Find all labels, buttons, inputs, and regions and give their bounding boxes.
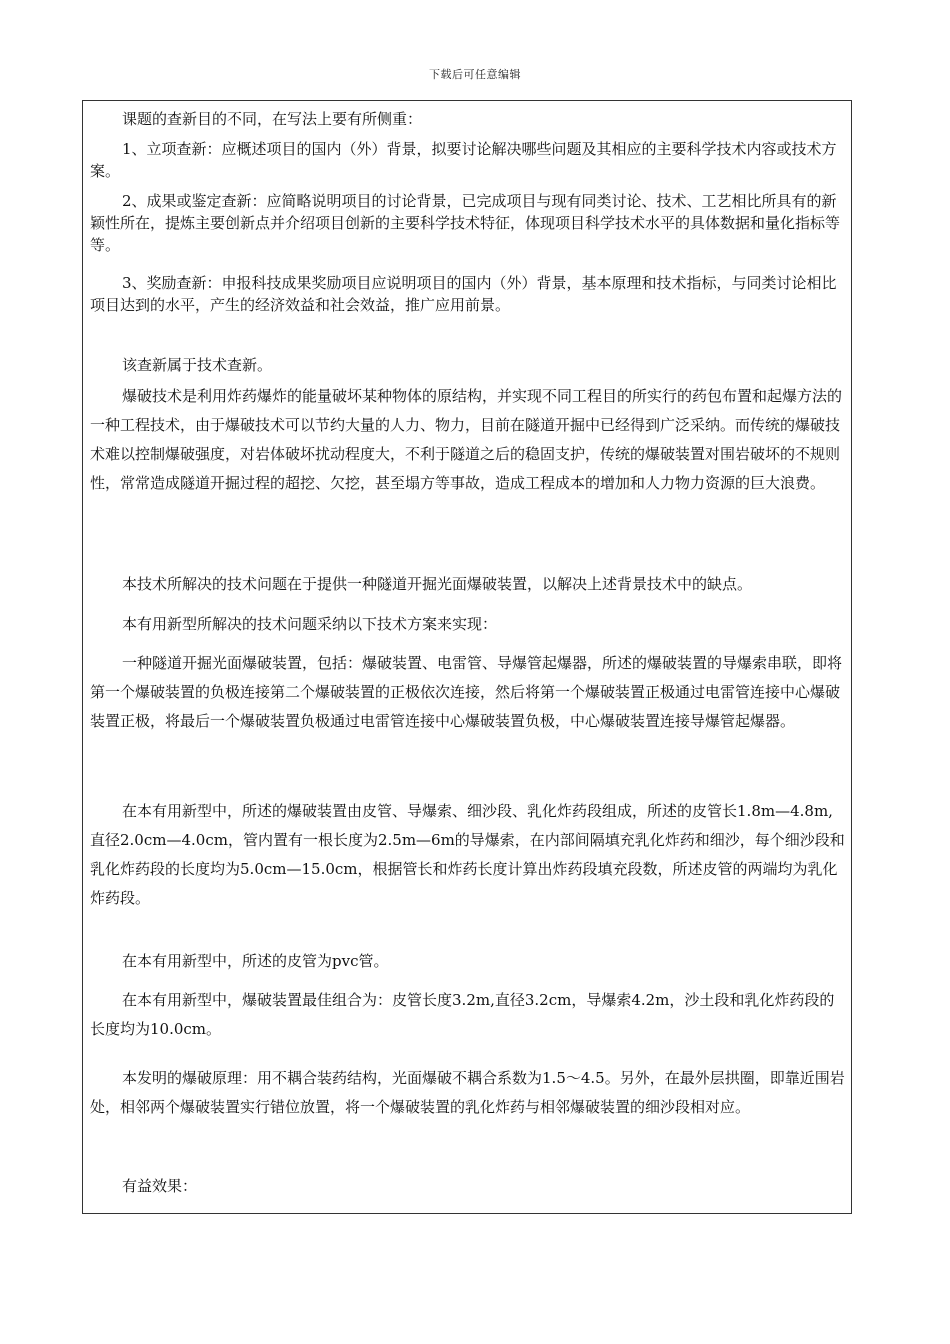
paragraph-best-combination: 在本有用新型中，爆破装置最佳组合为：皮管长度3.2m,直径3.2cm，导爆索4.2m，沙土段和乳化炸药段的长度均为10.0cm。 (90, 991, 835, 1038)
paragraph-award-search: 3、奖励查新：申报科技成果奖励项目应说明项目的国内（外）背景，基本原理和技术指标，与同类讨论相比项目达到的水平，产生的经济效益和社会效益，推广应用前景。 (90, 274, 837, 314)
paragraph-project-search: 1、立项查新：应概述项目的国内（外）背景，拟要讨论解决哪些问题及其相应的主要科学技术内容或技术方案。 (90, 140, 837, 180)
paragraph-achievement-search: 2、成果或鉴定查新：应简略说明项目的讨论背景，已完成项目与现有同类讨论、技术、工艺相比所具有的新颖性所在，提炼主要创新点并介绍项目创新的主要科学技术特征，体现项目科学技术水平的具体数据和量化指标等等。 (90, 192, 841, 254)
paragraph-intro: 课题的查新目的不同，在写法上要有所侧重： (122, 110, 423, 128)
paragraph-device: 一种隧道开掘光面爆破装置，包括：爆破装置、电雷管、导爆管起爆器，所述的爆破装置的导爆索串联，即将第一个爆破装置的负极连接第二个爆破装置的正极依次连接，然后将第一个爆破装置正极通过电雷管连接中心爆破装置正极，将最后一个爆破装置负极通过电雷管连接中心爆破装置负极，中心爆破装置连接导爆管起爆器。 (90, 654, 843, 730)
header-note: 下载后可任意编辑 (429, 68, 521, 81)
paragraph-problem: 本技术所解决的技术问题在于提供一种隧道开掘光面爆破装置，以解决上述背景技术中的缺点。 (122, 575, 753, 593)
paragraph-solution-intro: 本有用新型所解决的技术问题采纳以下技术方案来实现： (122, 615, 498, 633)
paragraph-structure: 在本有用新型中，所述的爆破装置由皮管、导爆索、细沙段、乳化炸药段组成，所述的皮管长1.8m—4.8m, 直径2.0cm—4.0cm，管内置有一根长度为2.5m—6m的导爆索，在内部间隔填充乳化炸药和细沙，每个细沙段和乳化炸药段的长度均为5.0cm—15.0cm，根据管长和炸药长度计算出炸药段填充段数，所述皮管的两端均为乳化炸药段。 (90, 802, 845, 907)
paragraph-benefits: 有益效果： (122, 1177, 198, 1195)
paragraph-background: 爆破技术是利用炸药爆炸的能量破坏某种物体的原结构，并实现不同工程目的所实行的药包布置和起爆方法的一种工程技术，由于爆破技术可以节约大量的人力、物力，目前在隧道开掘中已经得到广泛采纳。而传统的爆破技术难以控制爆破强度，对岩体破坏扰动程度大，不利于隧道之后的稳固支护，传统的爆破装置对围岩破坏的不规则性，常常造成隧道开掘过程的超挖、欠挖，甚至塌方等事故，造成工程成本的增加和人力物力资源的巨大浪费。 (90, 387, 843, 492)
paragraph-search-type: 该查新属于技术查新。 (122, 356, 273, 374)
paragraph-pvc: 在本有用新型中，所述的皮管为pvc管。 (122, 952, 389, 970)
paragraph-principle: 本发明的爆破原理：用不耦合装药结构，光面爆破不耦合系数为1.5～4.5。另外，在最外层拱圈，即靠近围岩处，相邻两个爆破装置实行错位放置，将一个爆破装置的乳化炸药与相邻爆破装置的细沙段相对应。 (90, 1069, 845, 1116)
